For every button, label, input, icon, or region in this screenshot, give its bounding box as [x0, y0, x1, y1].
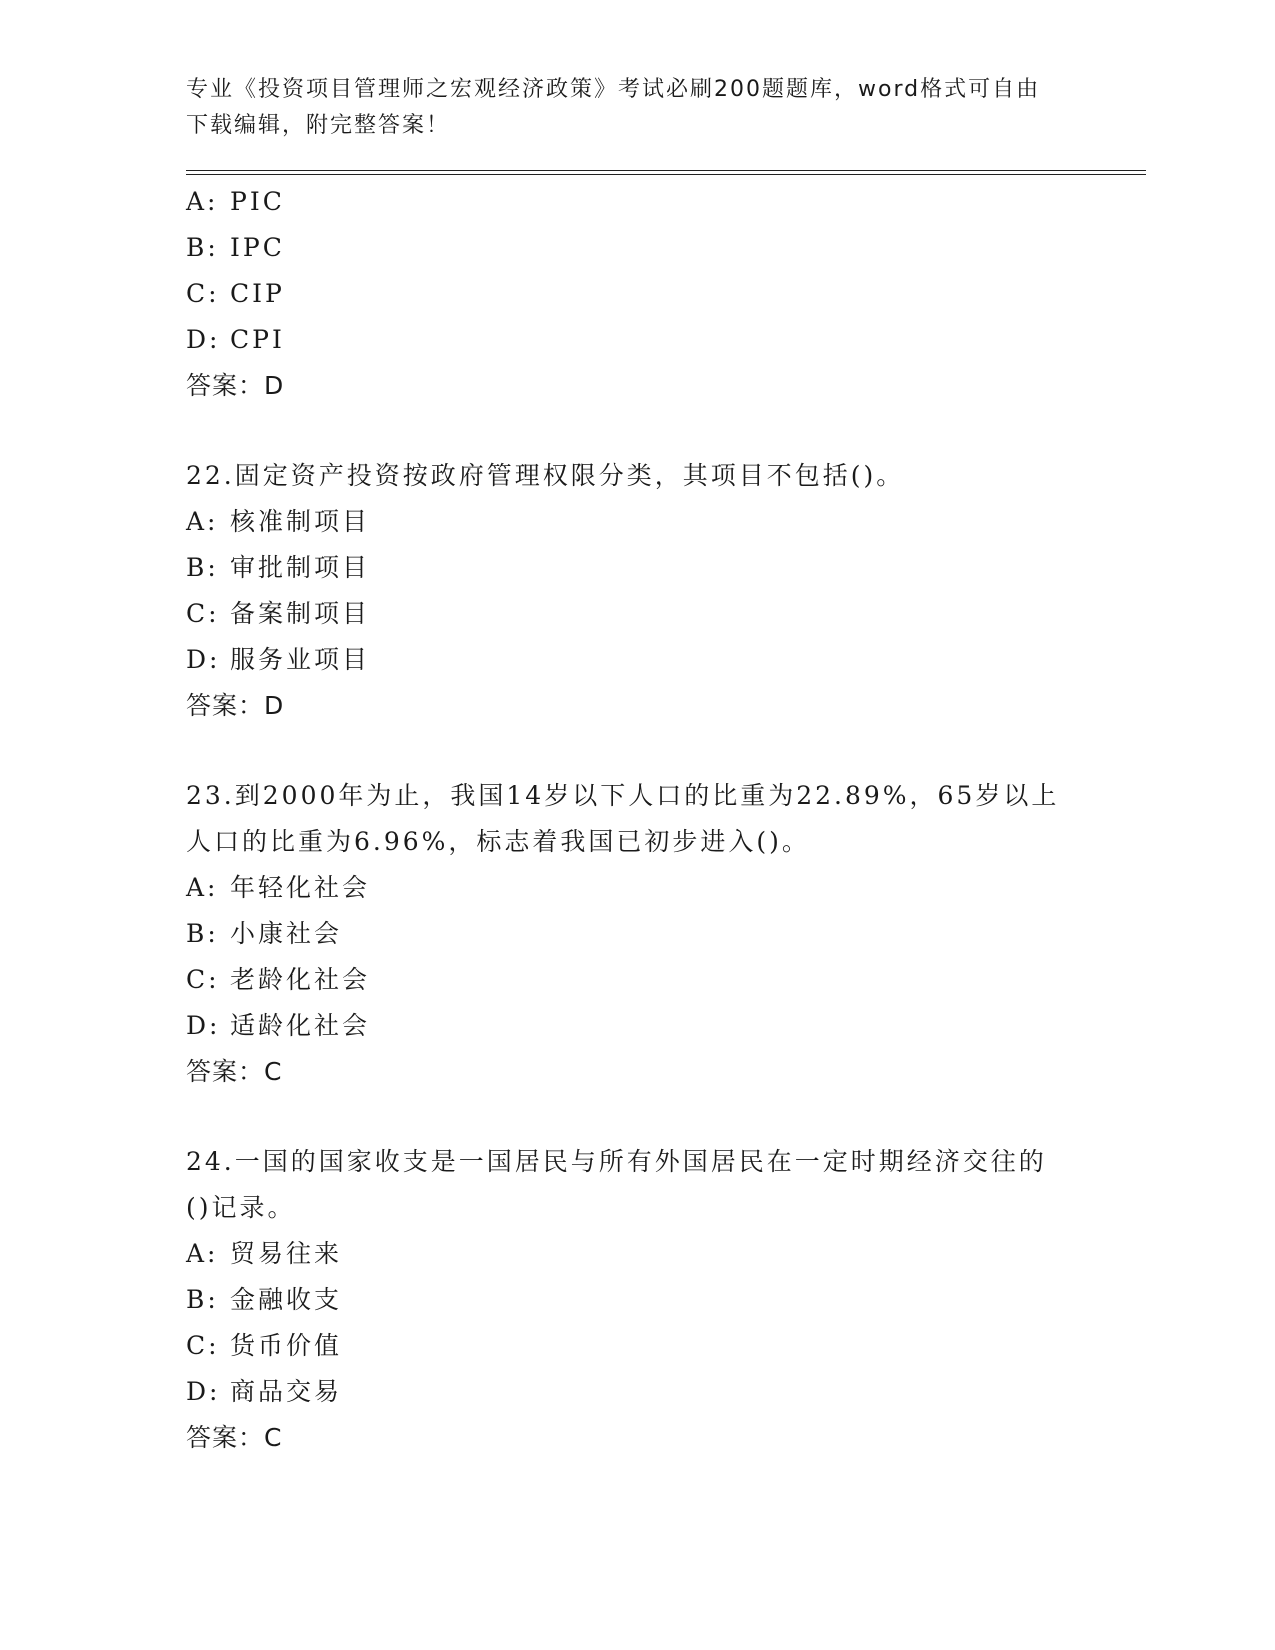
option-b: B: 审批制项目: [186, 553, 371, 582]
option-d: D: CPI: [186, 325, 285, 354]
header-double-rule: [186, 170, 1146, 175]
option-c: C: 货币价值: [186, 1331, 343, 1360]
question-21: [186, 179, 1146, 409]
question-22: [186, 453, 1146, 729]
option-b: B: 小康社会: [186, 919, 343, 948]
question-24: [186, 1139, 1146, 1461]
question-stem: 24.一国的国家收支是一国居民与所有外国居民在一定时期经济交往的()记录。: [186, 1147, 1047, 1222]
answer-line: 答案：C: [186, 1057, 283, 1086]
question-stem: 22.固定资产投资按政府管理权限分类，其项目不包括()。: [186, 461, 905, 490]
option-d: D: 服务业项目: [186, 645, 371, 674]
answer-line: 答案：D: [186, 371, 285, 400]
option-a: A: 核准制项目: [186, 507, 371, 536]
question-list: [186, 179, 1146, 1461]
option-d: D: 商品交易: [186, 1377, 343, 1406]
option-d: D: 适龄化社会: [186, 1011, 371, 1040]
option-b: B: IPC: [186, 233, 285, 262]
option-c: C: CIP: [186, 279, 285, 308]
question-stem: 23.到2000年为止，我国14岁以下人口的比重为22.89%，65岁以上人口的比重为6.96%，标志着我国已初步进入()。: [186, 781, 1060, 856]
option-a: A: PIC: [186, 187, 285, 216]
option-b: B: 金融收支: [186, 1285, 343, 1314]
document-page: [186, 72, 1146, 1505]
answer-line: 答案：D: [186, 691, 285, 720]
document-header: 专业《投资项目管理师之宏观经济政策》考试必刷200题题库，word格式可自由下载编辑，附完整答案！: [186, 77, 1041, 138]
option-a: A: 年轻化社会: [186, 873, 371, 902]
answer-line: 答案：C: [186, 1423, 283, 1452]
option-c: C: 老龄化社会: [186, 965, 371, 994]
question-23: [186, 773, 1146, 1095]
option-a: A: 贸易往来: [186, 1239, 343, 1268]
option-c: C: 备案制项目: [186, 599, 371, 628]
